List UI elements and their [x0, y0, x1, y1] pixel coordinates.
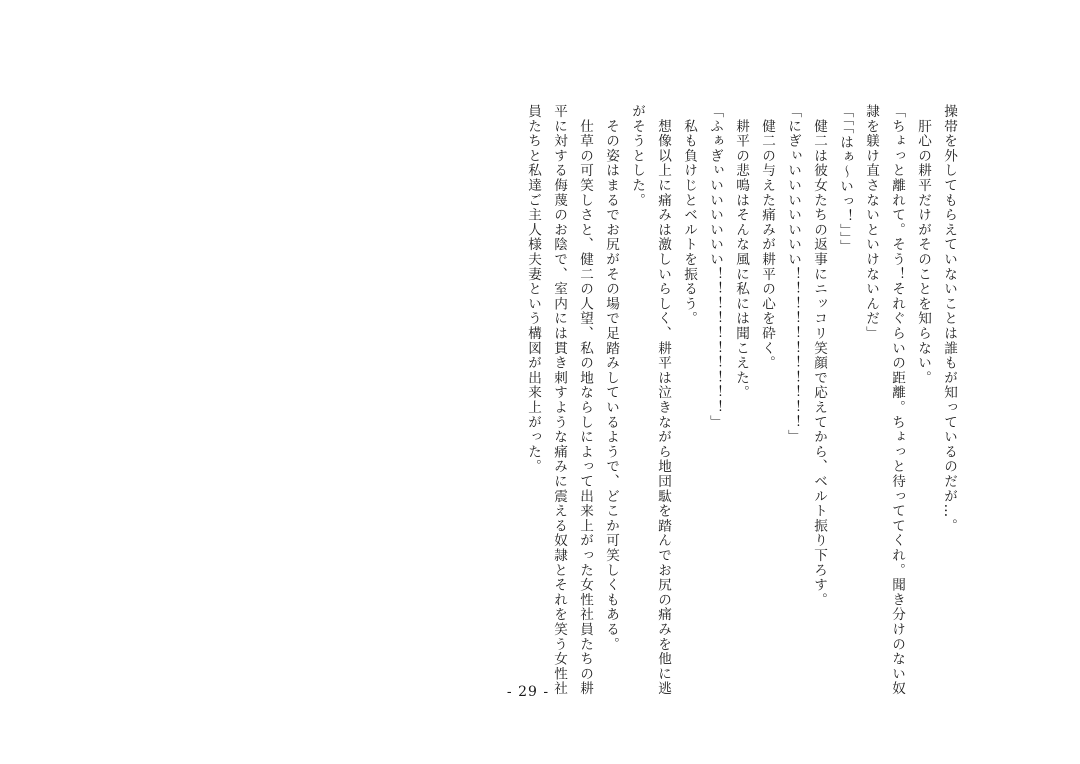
text-column: 「ふぁぎぃいいいいいい！！！！！！！！！！」 [707, 104, 723, 430]
text-column: 肝心の耕平だけがそのことを知らない。 [915, 104, 931, 386]
text-column: 仕草の可笑しさと、健二の人望、私の地ならしによって出来上がった女性社員たちの耕 [577, 104, 593, 696]
text-column: 「にぎぃいいいいいいい！！！！！！！！！！！」 [785, 104, 801, 445]
text-column: がそうとした。 [629, 104, 645, 208]
text-column: 想像以上に痛みは激しいらしく、耕平は泣きながら地団駄を踏んでお尻の痛みを他に逃 [655, 104, 671, 696]
text-column: その姿はまるでお尻がその場で足踏みしているようで、どこか可笑しくもある。 [603, 104, 619, 652]
text-column: 員たちと私達ご主人様夫妻という構図が出来上がった。 [525, 104, 541, 474]
text-column: 健二の与えた痛みが耕平の心を砕く。 [759, 104, 775, 371]
text-column: 耕平の悲鳴はそんな風に私には聞こえた。 [733, 104, 749, 400]
text-column: 「「「はぁ〜いっ！」」」 [837, 104, 853, 255]
text-column: 隷を躾け直さないといけないんだ」 [863, 104, 879, 341]
page-number: - 29 - [506, 684, 550, 700]
text-column: 平に対する侮蔑のお陰で、室内には貫き刺すような痛みに震える奴隷とそれを笑う女性社 [551, 104, 567, 696]
text-column: 操帯を外してもらえていないことは誰もが知っているのだが…。 [941, 104, 957, 534]
text-column: 「ちょっと離れて。そう！それぐらいの距離。ちょっと待っててくれ。聞き分けのない奴 [889, 104, 905, 696]
text-column: 私も負けじとベルトを振るう。 [681, 104, 697, 326]
text-column: 健二は彼女たちの返事にニッコリ笑顔で応えてから、ベルト振り下ろす。 [811, 104, 827, 608]
